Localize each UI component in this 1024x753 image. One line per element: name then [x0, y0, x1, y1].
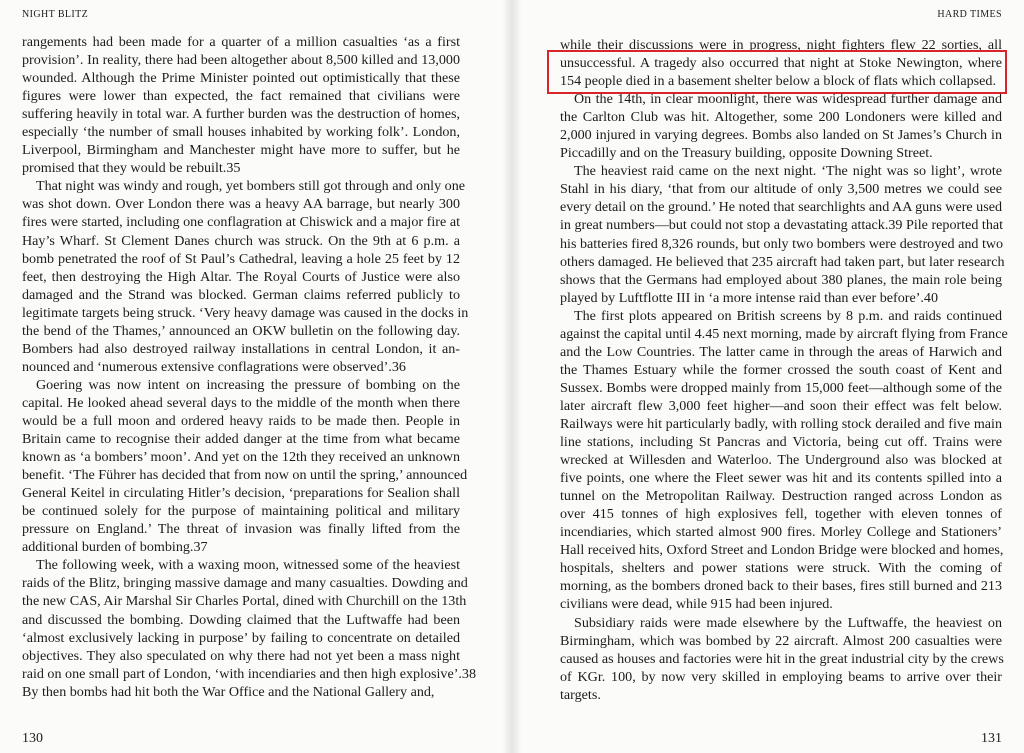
text-line: pressure on England.’ The threat of invasion was finally lifted from the: [22, 521, 460, 538]
text-line: The following week, with a waxing moon, witnessed some of the heaviest: [36, 557, 460, 574]
text-line: the Carlton Club was hit. Altogether, some 200 Londoners were killed and: [560, 109, 1002, 126]
text-line: nounced and ‘numerous extensive conflagrations were observed’.36: [22, 358, 406, 375]
running-head-right: HARD TIMES: [937, 9, 1002, 20]
text-line: Piccadilly and on the Treasury building, opposite Downing Street.: [560, 145, 933, 162]
text-line: against the capital until 4.45 next morning, made by aircraft flying from France: [560, 325, 1008, 342]
text-line: later aircraft flew 3,000 feet higher—and soon their effect was felt below.: [560, 397, 1002, 414]
text-line: Railways were hit particularly badly, with rolling stock derailed and five main: [560, 415, 1002, 432]
text-line: tunnel on the Metropolitan Railway. Destruction ranged across London as: [560, 488, 1002, 505]
text-line: shows that the Germans had employed about 380 planes, the main role being: [560, 271, 1002, 288]
text-line: over 415 tonnes of high explosives fell, together with eleven tonnes of: [560, 506, 1002, 523]
text-line: Sussex. Bombs were dropped mainly from 15,000 feet—although some of the: [560, 379, 1002, 396]
text-line: incendiaries, which started almost 900 fires. Morley College and Stationers’: [560, 524, 1002, 541]
text-line: Subsidiary raids were made elsewhere by the Luftwaffe, the heaviest on: [574, 614, 1002, 631]
text-line: civilians were dead, while 915 had been injured.: [560, 596, 833, 613]
text-line: and the Low Countries. The latter came in through the areas of Harwich and: [560, 343, 1002, 360]
text-line: would be a full moon and ordered heavy raids to be made then. People in: [22, 412, 460, 429]
right-page: [512, 0, 1024, 753]
text-line: 154 people died in a basement shelter below a block of flats which collapsed.: [560, 73, 996, 90]
highlight-annotation-box: [547, 50, 1007, 94]
text-line: hospitals, shelters and power stations were struck. With the coming of: [560, 560, 1002, 577]
text-line: five points, one where the Fleet sewer was hit and its contents spilled into a: [560, 470, 1002, 487]
text-line: raid on one small part of London, ‘with incendiaries and then high explosive’.38: [22, 665, 477, 682]
text-line: wounded. Although the Prime Minister pointed out optimistically that these: [22, 70, 460, 87]
text-line: especially ‘the number of small houses inhabited by working folk’. London,: [22, 124, 460, 141]
text-line: The first plots appeared on British screens by 8 p.m. and raids continued: [574, 307, 1002, 324]
text-line: rangements had been made for a quarter of a million casualties ‘as a first: [22, 34, 460, 50]
text-line: his batteries fired 8,326 rounds, but only two bombers were destroyed and two: [560, 235, 1004, 252]
text-line: promised that they would be rebuilt.35: [22, 160, 241, 177]
gutter-shadow-left: [502, 0, 512, 753]
text-line: known as ‘a bombers’ moon’. And yet on the 12th they received an unknown: [22, 449, 460, 466]
text-line: provision’. In reality, there had been altogether about 8,500 killed and 13,000: [22, 52, 460, 69]
text-line: the Thames Estuary while the former crossed the south coast of Kent and: [560, 361, 1002, 378]
text-line: benefit. ‘The Führer has decided that from now on until the spring,’ announced: [22, 467, 468, 484]
text-line: the bend of the Thames,’ announced an OKW bulletin on the following day.: [22, 322, 460, 339]
text-line: feet, then destroying the High Altar. The Royal Courts of Justice were also: [22, 268, 460, 285]
text-line: legitimate targets being struck. ‘Very heavy damage was caused in the docks in: [22, 304, 469, 321]
text-line: Hay’s Wharf. St Clement Danes church was struck. On the 9th at 6 p.m. a: [22, 232, 460, 249]
text-line: Hall received hits, Oxford Street and London Bridge were blocked and homes,: [560, 542, 1004, 559]
text-line: Bombers had also destroyed railway installations in central London, it an-: [22, 340, 460, 357]
text-line: others damaged. He believed that 235 aircraft had taken part, but later research: [560, 253, 1005, 270]
text-line: Britain came to recognise their added danger at the time from what became: [22, 431, 460, 448]
text-line: Stahl in his diary, ‘that from our altitude of only 3,500 metres we could see: [560, 181, 1002, 198]
text-line: General Keitel in circulating Hitler’s decision, ‘preparations for Sealion shall: [22, 485, 460, 502]
text-line: bomb penetrated the roof of St Paul’s Cathedral, leaving a hole 25 feet by 12: [22, 250, 460, 267]
page-number-left: 130: [22, 731, 43, 746]
text-line: objectives. They also speculated on why there had not yet been a mass night: [22, 647, 460, 664]
right-page-body: [560, 36, 1008, 704]
text-line: By then bombs had hit both the War Office and the National Gallery and,: [22, 683, 435, 700]
text-line: additional burden of bombing.37: [22, 539, 208, 556]
left-page-body: [22, 33, 477, 701]
text-line: That night was windy and rough, yet bombers still got through and only one: [36, 178, 466, 195]
running-head-left: NIGHT BLITZ: [22, 9, 89, 20]
page-number-right: 131: [981, 731, 1002, 746]
text-line: raids of the Blitz, bringing massive damage and many casualties. Dowding and: [22, 575, 468, 592]
text-line: The heaviest raid came on the next night. ‘The night was so light’, wrote: [574, 163, 1002, 180]
text-line: every detail on the ground.’ He noted that searchlights and AA guns were used: [560, 199, 1003, 216]
text-line: of KGr. 100, by now very skilled in employing beams to arrive over their: [560, 668, 1002, 685]
text-line: damaged and the Strand was blocked. German claims referred publicly to: [22, 286, 460, 303]
text-line: in great numbers—but could not stop a devastating attack.39 Pile reported that: [560, 217, 1004, 234]
text-line: was shot down. Over London there was a heavy AA barrage, but nearly 300: [22, 196, 460, 213]
text-line: suffering heavily in total war. A further burden was the destruction of homes,: [22, 106, 460, 123]
text-line: the new CAS, Air Marshal Sir Charles Portal, dined with Churchill on the 13th: [22, 593, 467, 610]
text-line: morning, as the bombers droned back to their bases, fires still burned and 213: [560, 578, 1002, 595]
text-line: while their discussions were in progress, night fighters flew 22 sorties, all: [560, 37, 1002, 53]
text-line: capital. He looked ahead several days to the middle of the month when there: [22, 394, 460, 411]
text-line: be continued solely for the purpose of maintaining political and military: [22, 503, 460, 520]
text-line: fires were started, including one conflagration at Chiswick and a major fire at: [22, 214, 460, 231]
text-line: targets.: [560, 686, 601, 703]
text-line: caused as houses and factories were hit in the great industrial city by the crews: [560, 650, 1004, 667]
text-line: On the 14th, in clear moonlight, there was widespread further damage and: [574, 91, 1002, 108]
text-line: Goering was now intent on increasing the pressure of bombing on the: [36, 376, 460, 393]
text-line: Liverpool, Birmingham and Manchester might have more to suffer, but he: [22, 142, 460, 159]
text-line: ‘almost exclusively lacking in purpose’ by failing to concentrate on detailed: [22, 629, 460, 646]
text-line: and discussed the bombing. Dowding claimed that the Luftwaffe had been: [22, 611, 460, 628]
text-line: 2,000 injured in varying degrees. Bombs also landed on St James’s Church in: [560, 127, 1002, 144]
text-line: unsuccessful. A tragedy also occurred that night at Stoke Newington, where: [560, 55, 1002, 72]
text-line: Birmingham, which was bombed by 22 aircraft. Almost 200 casualties were: [560, 632, 1002, 649]
text-line: played by Luftflotte III in ‘a more intense raid than ever before’.40: [560, 289, 939, 306]
text-line: figures were lower than expected, the fact remained that civilians were: [22, 88, 460, 105]
gutter-shadow-right: [512, 0, 522, 753]
text-line: line stations, including St Pancras and Victoria, being cut off. Trains were: [560, 434, 1002, 451]
text-line: wrecked at Willesden and Waterloo. The Underground also was blocked at: [560, 452, 1002, 469]
